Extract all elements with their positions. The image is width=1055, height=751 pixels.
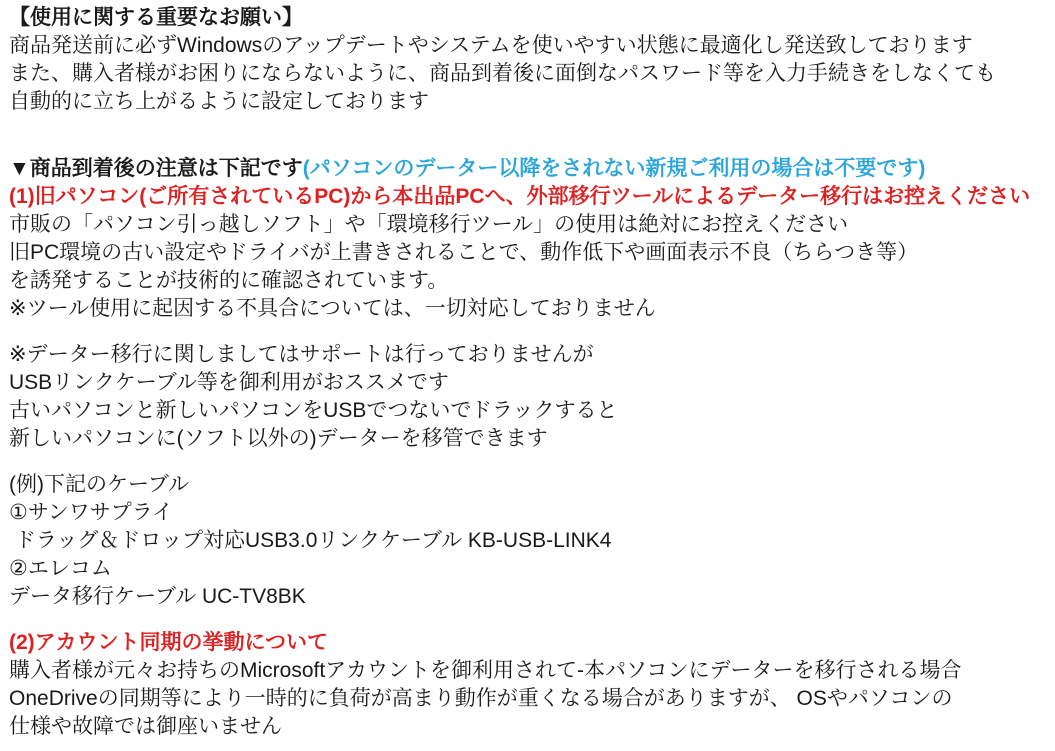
text-line: 市販の「パソコン引っ越しソフト」や「環境移行ツール」の使用は絶対にお控えください [9,213,849,236]
text-line: また、購入者様がお困りにならないように、商品到着後に面倒なパスワード等を入力手続きをしなくても [9,62,996,85]
cable-item-2-detail: データ移行ケーブル UC-TV8BK [9,585,306,608]
text-line: を誘発することが技術的に確認されています。 [9,269,449,292]
text-line: ※データー移行に関しましてはサポートは行っておりませんが [9,343,594,366]
text-line: 旧PC環境の古い設定やドライバが上書きされることで、動作低下や画面表示不良（ちらつき等） [9,241,919,264]
account-sync-heading: (2)アカウント同期の挙動について [9,631,329,654]
cable-examples-paragraph [9,471,1047,611]
text-line: 仕様や故障では御座いません [9,715,282,738]
cable-item-1-detail: ドラッグ＆ドロップ対応USB3.0リンクケーブル KB-USB-LINK4 [9,529,612,552]
intro-heading: 【使用に関する重要なお願い】 [9,6,303,29]
text-line: 商品発送前に必ずWindowsのアップデートやシステムを使いやすい状態に最適化し発送致しております [9,34,973,57]
cable-item-1: ①サンワサプライ [9,501,174,524]
text-line: USBリンクケーブル等を御利用がおススメです [9,371,449,394]
text-line: 古いパソコンと新しいパソコンをUSBでつないでドラックすると [9,399,618,422]
text-line: (例)下記のケーブル [9,473,190,496]
notice-heading-blue: (パソコンのデーター以降をされない新規ご利用の場合は不要です) [302,157,926,180]
text-line: OneDriveの同期等により一時的に負荷が高まり動作が重くなる場合がありますが、 OSやパソコンの [9,687,953,710]
text-line: ※ツール使用に起因する不具合については、一切対応しておりません [9,297,656,320]
cable-item-2: ②エレコム [9,557,112,580]
notice-point1: (1)旧パソコン(ご所有されているPC)から本出品PCへ、外部移行ツールによるデーター移行はお控えください [9,185,1031,208]
notice-heading-line [9,155,1047,183]
notice-paragraph [9,155,1047,323]
notice-heading-black: ▼商品到着後の注意は下記です [9,157,303,180]
intro-paragraph [9,4,1047,116]
text-line: 自動的に立ち上がるように設定しております [9,90,429,113]
support-paragraph [9,341,1047,453]
text-line: 購入者様が元々お持ちのMicrosoftアカウントを御利用されて-本パソコンにデーターを移行される場合 [9,659,962,682]
account-sync-paragraph [9,629,1047,741]
text-line: 新しいパソコンに(ソフト以外の)データーを移管できます [9,427,548,450]
